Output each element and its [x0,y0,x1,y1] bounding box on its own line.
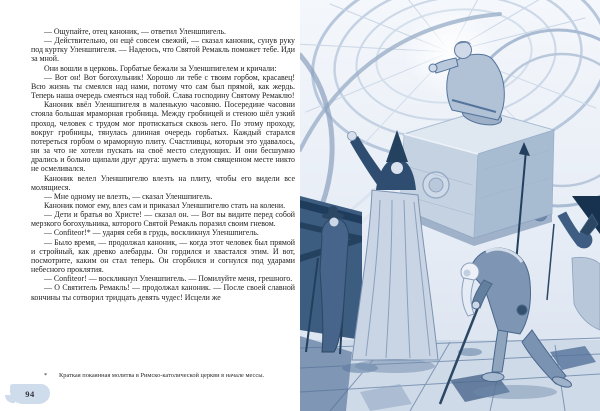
paragraph: — Confiteor! — воскликнул Уленшпигель. — Помилуйте меня, грешного. [44,274,293,284]
illustration-svg [300,0,600,411]
page-number: 94 [25,389,35,399]
paragraph: — Дети и братья во Христе! — сказал он. — Вот вы видите перед собой мерзкого богохульника, которого Святой Ремакль поразил своим гневом. [31,210,295,229]
footnote-text: Краткая покаянная молитва в Римско-католической церкви в начале мессы. [59,372,265,379]
paragraph: Они вошли в церковь. Горбатые бежали за Уленшпигелем и кричали: [44,63,277,73]
paragraph: — Ощупайте, отец каноник, — ответил Уленшпигель. [44,27,226,36]
paragraph: Каноник помог ему, влез сам и приказал Уленшпигелю стать на колени. [44,200,286,210]
paragraph: — Confiteor!* — ударяя себя в грудь, воскликнул Уленшпигель. [44,228,259,238]
body-text [31,27,295,367]
footnote [44,372,294,380]
paragraph: — Действительно, он ещё совсем свежий, — сказал каноник, сунув руку под куртку Уленшпигеля. — Надеюсь, что Святой Ремакль поможет тебе. Иди за мной. [31,36,295,64]
paragraph: — О Святитель Ремакль! — продолжал каноник. — После своей славной кончины ты сотворил тридцать девять чудес! Исцели же [31,283,295,302]
paragraph: Каноник велел Уленшпигелю влезть на плиту, чтобы его видели все молящиеся. [31,173,295,192]
right-page [300,0,600,411]
footnote-marker: * [44,372,48,379]
paragraph: Каноник ввёл Уленшпигеля в маленькую часовню. Посередине часовни стояла большая мраморная гробница. Между гробницей и стеною шёл узкий проход, человек с трудом мог протискаться сквозь него. По этому проходу, вокруг гробницы, тянулась длинная очередь горбатых. Каждый старался потереться горбом о мраморную плиту. Счастливцы, которым это удавалось, ни за что не хотели пускать на своё место следующих. И они бесшумно дрались и больно щипали друг друга: шуметь в этом священном месте никто не осмеливался. [31,100,295,174]
paragraph: — Вот он! Вот богохульник! Хорошо ли тебе с твоим горбом, красавец! Всю жизнь ты смеялся над нами, потому что сам был прямой, как жердь. Теперь наша очередь смеяться над тобой. Слава господину Святому Ремаклю! [31,72,295,101]
paragraph: — Мне одному не влезть, — сказал Уленшпигель. [44,191,213,201]
page-number-tab [10,384,50,404]
paragraph: — Было время, — продолжал каноник, — когда этот человек был прямой и стройный, как древко алебарды. Он гордился и хвастался этим. И вот, посмотрите, каким он стал теперь. Он сгорбился и согнулся под ударами небесного проклятия. [31,237,295,275]
